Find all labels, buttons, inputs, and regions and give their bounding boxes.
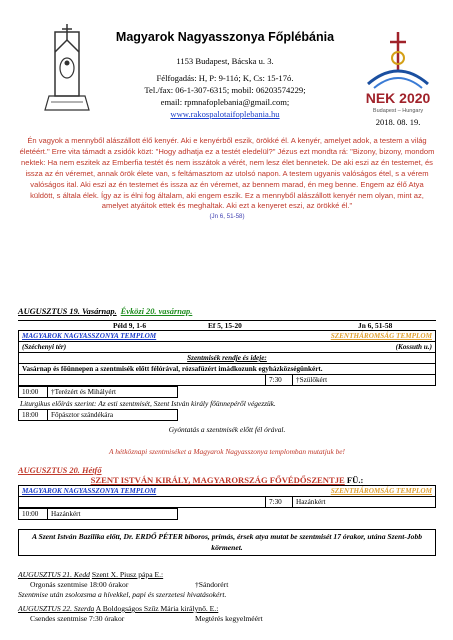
church-right-place: (Kossuth u.) xyxy=(255,342,436,353)
day2-left-time: 10:00 xyxy=(19,509,48,520)
day1-mass-left-table xyxy=(18,386,178,398)
parish-title: Magyarok Nagyasszonya Főplébánia xyxy=(115,30,335,44)
mass1-intent: †Terézért és Mihályért xyxy=(48,387,178,398)
day3-section xyxy=(18,570,436,600)
day2-right-time: 7:30 xyxy=(266,497,293,508)
gospel-text: Én vagyok a mennyből alászállott élő kenyér. Aki e kenyérből eszik, örökké él. A kenyér, amelyet adok, a testem a világ életéért." Erre vita támadt a zsidók közt: "Hogy adhatja ez a testét eledelül?" Jézus ezt mondta rá: "Bizony, bizony, mondom nektek: Ha nem eszitek az Emberfia testét és nem isszátok a vérét, nem lesz élet bennetek. De aki eszi az én testemet, és issza az én véremet, annak örök élete van, s feltámasztom az utolsó napon. A testem ugyanis valóságos étel, s a vérem valóságos ital. Aki eszi az én testemet és issza az én véremet, az bennem marad, én meg benne. Engem az élő Atya küldött, s általa élek. Így az is élni fog általam, aki engem eszik. Ez a mennyből alászállott kenyér nem olyan, mint az, amelyet atyáitok ettek és meghaltak. Aki ezt a kenyeret eszi, az örökké él." xyxy=(19,136,435,211)
day1-heading: AUGUSZTUS 19. Vasárnap. xyxy=(18,307,117,316)
email-line: email: rpmnafoplebania@gmail.com; xyxy=(160,97,290,107)
nek-logo-text: NEK 2020 xyxy=(365,90,431,106)
reading-2: Ef 5, 15-20 xyxy=(208,321,242,330)
day4-section xyxy=(18,604,436,624)
day2-left-mass-table xyxy=(18,508,178,520)
day2-schedule-table xyxy=(18,485,436,497)
day2-left-intent: Hazánkért xyxy=(48,509,178,520)
day4-mass: Csendes szentmise 7:30 órakor xyxy=(30,614,125,623)
day1-section xyxy=(18,301,436,421)
day2-feast: SZENT ISTVÁN KIRÁLY, MAGYARORSZÁG FŐVÉDŐSZENTJE xyxy=(90,475,345,485)
day2-right-mass-table xyxy=(18,497,436,508)
liturgy-note: Liturgikus előírás szerint: Az esti szentmisét, Szent István király főünnepéről végezzük. xyxy=(20,399,276,408)
day2-feast-suffix: FÜ.: xyxy=(346,475,364,485)
day3-note: Szentmise után zsolozsma a hívekkel, papi és szerzetesi hivatásokért. xyxy=(18,590,227,599)
church-left-place: (Széchenyi tér) xyxy=(19,342,255,353)
website-link[interactable]: www.rakospalotaifoplebania.hu xyxy=(170,109,280,119)
day2-right-intent: Hazánkért xyxy=(293,497,436,508)
confession-note: Gyóntatás a szentmisék előtt fél órával. xyxy=(168,425,286,434)
parish-address: 1153 Budapest, Bácska u. 3. xyxy=(176,56,274,66)
phone-line: Tel./fax: 06-1-307-6315; mobil: 06203574229; xyxy=(144,85,306,95)
day1-sunday-name: Évközi 20. vasárnap. xyxy=(120,307,193,316)
day2-section xyxy=(18,466,436,556)
gospel-reference: (Jn 6, 51-58) xyxy=(209,213,245,221)
nek-logo-sub: Budapest – Hungary xyxy=(372,108,424,114)
mass1-time: 10:00 xyxy=(19,387,48,398)
day3-heading: AUGUSZTUS 21. Kedd xyxy=(18,570,90,579)
reading-3: Jn 6, 51-58 xyxy=(358,321,393,330)
day1-mass-table xyxy=(18,375,436,386)
mass2-time: 18:00 xyxy=(19,410,48,421)
day4-intent: Megtérés kegyelméért xyxy=(195,614,263,623)
reading-1: Péld 9, 1-6 xyxy=(113,321,147,330)
day1-schedule-table xyxy=(18,330,436,375)
day1-evening-table xyxy=(18,409,178,421)
day2-church-right: SZENTHÁROMSÁG TEMPLOM xyxy=(330,487,432,495)
day4-heading: AUGUSZTUS 22. Szerda xyxy=(18,604,95,613)
church-right-name: SZENTHÁROMSÁG TEMPLOM xyxy=(330,332,432,340)
order-note: Vasárnap és főünnepen a szentmisék előtt félórával, rózsafüzért imádkozunk egyházközségünkért. xyxy=(19,364,436,375)
basilica-box: A Szent István Bazilika előtt, Dr. ERDŐ PÉTER bíboros, prímás, érsek atya mutat be szentmisét 17 órakor, utána Szent-Jobb körmenet. xyxy=(18,529,436,556)
office-hours: Félfogadás: H, P: 9-11ó; K, Cs: 15-17ó. xyxy=(156,73,294,83)
weekday-note: A hétköznapi szentmiséket a Magyarok Nagyasszonya templomban mutatjuk be! xyxy=(108,447,346,456)
nek-logo-icon xyxy=(358,28,438,118)
gospel-reading xyxy=(18,136,436,223)
day3-intent: †Sándorért xyxy=(195,580,229,589)
mass2-intent: Főpásztor szándékára xyxy=(48,410,178,421)
order-title: Szentmisék rendje és ideje: xyxy=(19,353,436,364)
day2-church-left: MAGYAROK NAGYASSZONYA TEMPLOM xyxy=(22,487,157,495)
day4-saint: A Boldogságos Szűz Mária királynő. E.: xyxy=(95,604,219,613)
parish-logo-icon xyxy=(37,22,97,118)
day3-saint: Szent X. Piusz pápa E.: xyxy=(91,570,164,579)
day2-heading: AUGUSZTUS 20. Hétfő xyxy=(18,466,102,475)
church-left-name: MAGYAROK NAGYASSZONYA TEMPLOM xyxy=(22,332,157,340)
day3-mass: Orgonás szentmise 18:00 órakor xyxy=(30,580,129,589)
mass-right-time: 7:30 xyxy=(266,375,293,386)
bulletin-date: 2018. 08. 19. xyxy=(375,117,421,127)
mass-right-intent: †Szülőkért xyxy=(293,375,436,386)
